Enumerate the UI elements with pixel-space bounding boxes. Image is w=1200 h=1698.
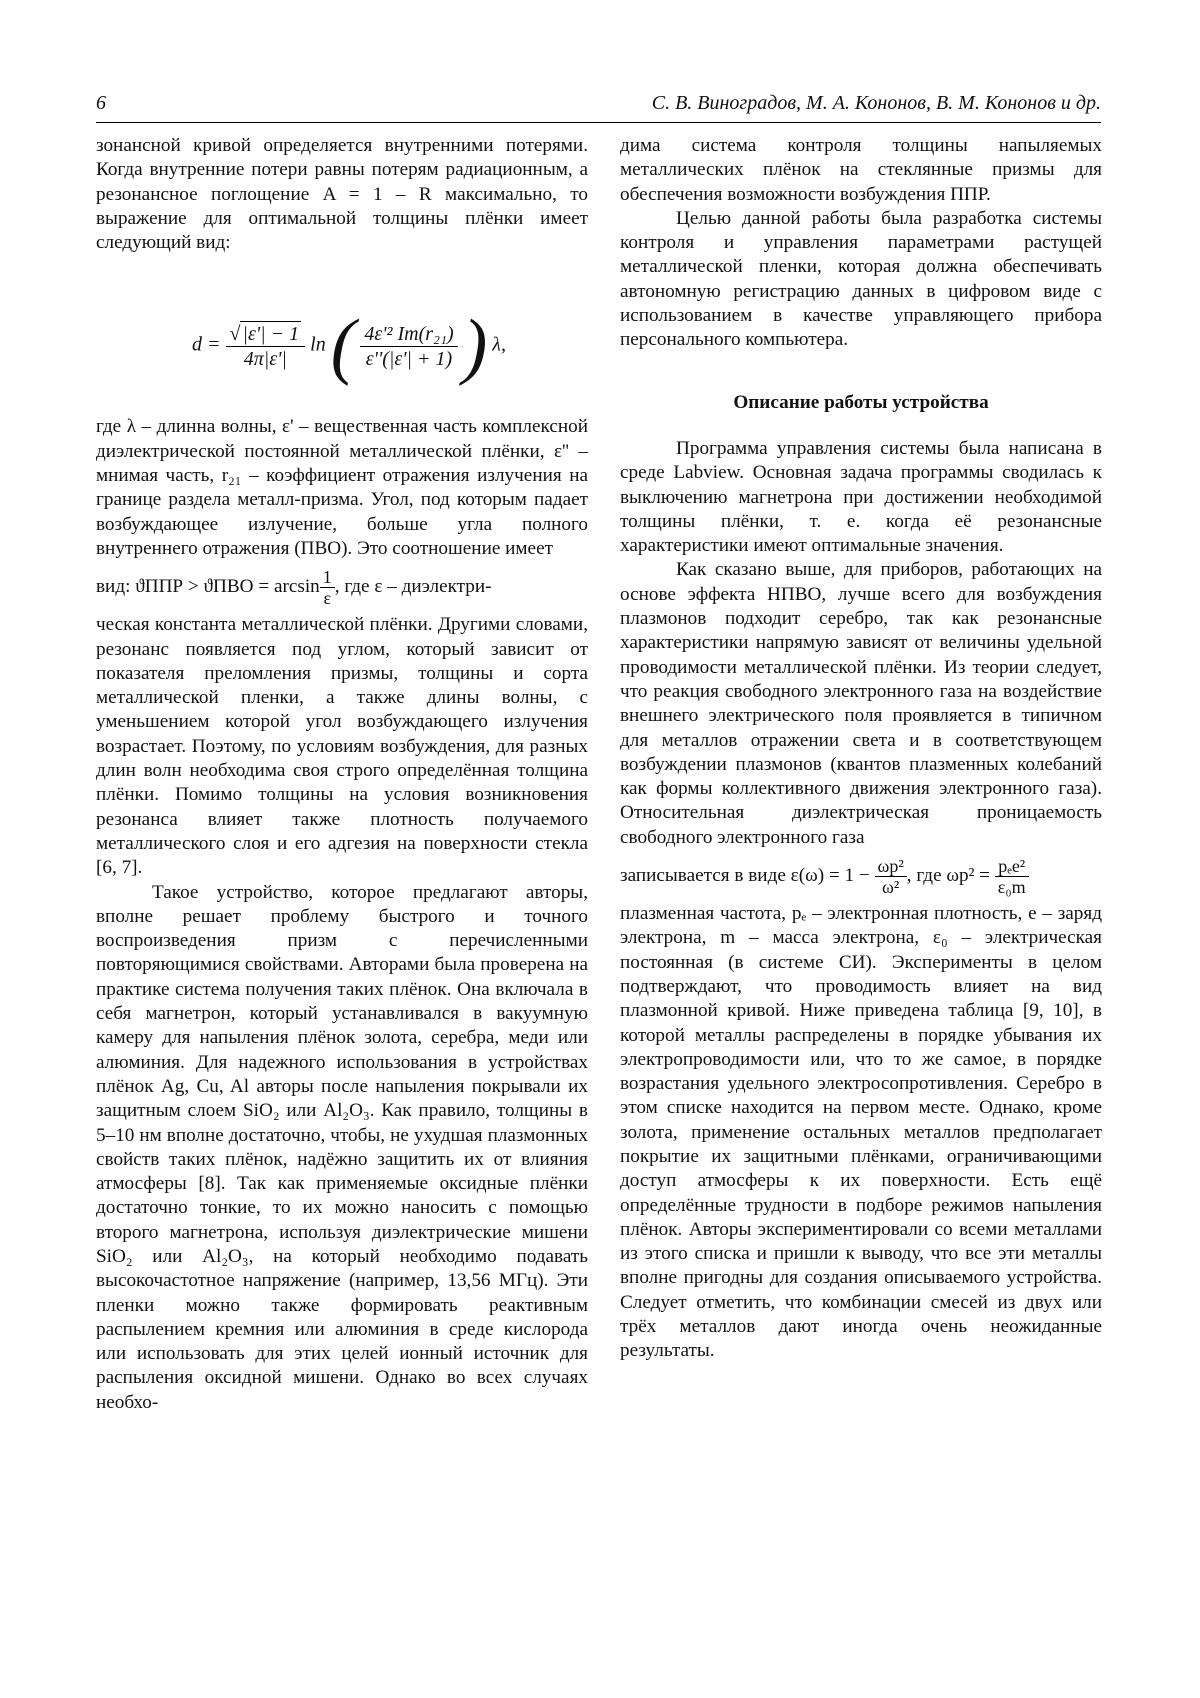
formula-numerator-2: 4ε'² Im(r₂₁): [360, 322, 457, 347]
formula-ln: ln: [310, 334, 326, 357]
right-paragraph-5-inline-formula: записывается в виде ε(ω) = 1 − $\frac{\text{ωp²}}{\text{ω²}}$ , где ωp² = pₑe² ε₀m: [620, 850, 1102, 902]
formula-lambda: λ,: [492, 334, 506, 357]
formula-left-paren: (: [330, 305, 356, 388]
thickness-formula-body: [192, 305, 506, 388]
page-number: 6: [96, 92, 106, 114]
right-paragraph-1: дима система контроля толщины напыляемых металлических плёнок на стеклянные призмы для обеспечения возможности возбуждения ППР.: [620, 135, 1102, 205]
right-column: [620, 134, 1102, 1364]
plasma-frequency-fraction: pₑe² ε₀m: [995, 856, 1029, 897]
formula-fraction-2: [360, 322, 457, 372]
formula-sqrt-numerator: |ε'| − 1: [242, 323, 300, 346]
angle-formula: ϑППР > ϑПВО = arcsin: [135, 576, 320, 598]
formula-fraction-1: $\frac{√ |\varepsilon'| - 1}{4\pi|\varepsilon'|}$: [226, 321, 306, 372]
formula-lhs: d =: [192, 334, 221, 357]
formula-right-paren: ): [462, 305, 488, 388]
angle-sqrt-fraction: $\frac{1}{\varepsilon}$: [320, 567, 335, 608]
formula-denominator-1: 4π|ε'|: [243, 348, 287, 371]
formula-denominator-2: ε''(|ε'| + 1): [365, 347, 453, 370]
thickness-formula: [96, 263, 588, 411]
permittivity-fraction: $\frac{\text{ωp²}}{\text{ω²}}$: [875, 856, 907, 897]
right-paragraph-3: Программа управления системы была написана в среде Labview. Основная задача программы сводилась к выключению магнетрона при достижении необходимой толщины плёнки, т. е. когда её резонансные характеристики имеют оптимальные значения.: [620, 437, 1102, 557]
right-paragraph-6: плазменная частота, pₑ – электронная плотность, e – заряд электрона, m – масса электрона, ε₀ – электрическая постоянная (в системе СИ). Эксперименты в целом подтверждают, что проводимость влияет на вид плазмонной кривой. Ниже приведена таблица [9, 10], в которой металлы распределены в порядке убывания их электропроводимости или, что то же самое, в порядке возрастания удельного электросопротивления. Серебро в этом списке находится на первом месте. Однако, кроме золота, применение остальных металлов предполагает покрытие их защитными плёнками, ограничивающими доступ атмосферы к их поверхности. Есть ещё определённые трудности в подборе режимов напыления плёнок. Авторы экспериментировали со всеми металлами из этого списка и пришли к выводу, что все эти металлы вполне пригодны для создания описываемого устройства. Следует отметить, что комбинации смесей из двух или трёх металлов дают иногда очень неожиданные результаты.: [620, 903, 1102, 1362]
left-paragraph-1: зонансной кривой определяется внутренними потерями. Когда внутренние потери равны потерям радиационным, а резонансное поглощение A = 1 – R максимально, то выражение для оптимальной толщины плёнки имеет следующий вид:: [96, 135, 588, 254]
section-title: Описание работы устройства: [733, 391, 989, 413]
running-header: [96, 88, 1101, 123]
left-paragraph-5: Такое устройство, которое предлагают авторы, вполне решает проблему быстрого и точного воспроизведения призм с перечисленными повторяющимися свойствами. Авторами была проверена на практике система получения таких плёнок. Она включала в себя магнетрон, который устанавливался в вакуумную камеру для напыления плёнок золота, серебра, меди или алюминия. Для надежного использования в устройствах плёнок Ag, Cu, Al авторы после напыления покрывали их защитным слоем SiO₂ или Al₂O₃. Как правило, толщины в 5–10 нм вполне достаточно, чтобы, не ухудшая плазмонных свойств таких плёнок, надёжно защитить их от влияния атмосферы [8]. Так как применяемые оксидные плёнки достаточно тонкие, то их можно наносить с помощью второго магнетрона, используя диэлектрические мишени SiO₂ или Al₂O₃, на который необходимо подавать высокочастотное напряжение (например, 13,56 МГц). Эти пленки можно также формировать реактивным распылением кремния или алюминия в среде кислорода или использовать для этих целей ионный источник для распыления оксидной мишени. Однако во всех случаях необхо-: [96, 881, 588, 1413]
left-paragraph-4: ческая константа металлической плёнки. Другими словами, резонанс появляется под углом, который зависит от показателя преломления призмы, толщины и сорта металлической пленки, а также длины волны, с уменьшением которой угол возбуждающего излучения возрастает. Поэтому, по условиям возбуждения, для разных длин волн необходима своя строго определённая толщина плёнки. Помимо толщины на условия возникновения резонанса влияет также плотность получаемого металлического слоя и его адгезия на поверхности стекла [6, 7].: [96, 614, 588, 879]
right-paragraph-2: Целью данной работы была разработка системы контроля и управления параметрами растущей металлической пленки, которая должна обеспечивать автономную регистрацию данных в цифровом виде с использованием в качестве управляющего прибора персонального компьютера.: [620, 207, 1102, 351]
left-paragraph-2: где λ – длинна волны, ε' – вещественная часть комплексной диэлектрической постоянной металлической плёнки, ε'' – мнимая часть, r₂₁ – коэффициент отражения излучения на границе раздела металл-призма. Угол, под которым падает возбуждающее излучение, больше угла полного внутреннего отражения (ПВО). Это соотношение имеет: [96, 416, 588, 559]
right-paragraph-4: Как сказано выше, для приборов, работающих на основе эффекта НПВО, лучше всего для возбуждения плазмонов подходит серебро, так как резонансные характеристики напрямую зависят от величины удельной проводимости металлической плёнки. Из теории следует, что реакция свободного электронного газа на воздействие внешнего электрического поля проявляется в типичном для металлов отражении света и в соответствующем возбуждении плазмонов (квантов плазменных колебаний как формы коллективного движения электронного газа). Относительная диэлектрическая проницаемость свободного электронного газа: [620, 559, 1102, 848]
left-paragraph-3-inline-formula: вид: ϑППР > ϑПВО = arcsin $\frac{1}{\varepsilon}$ , где ε – диэлектри-: [96, 567, 492, 609]
running-header-authors: С. В. Виноградов, М. А. Кононов, В. М. Кононов и др.: [651, 92, 1101, 114]
left-column: [96, 134, 588, 1415]
